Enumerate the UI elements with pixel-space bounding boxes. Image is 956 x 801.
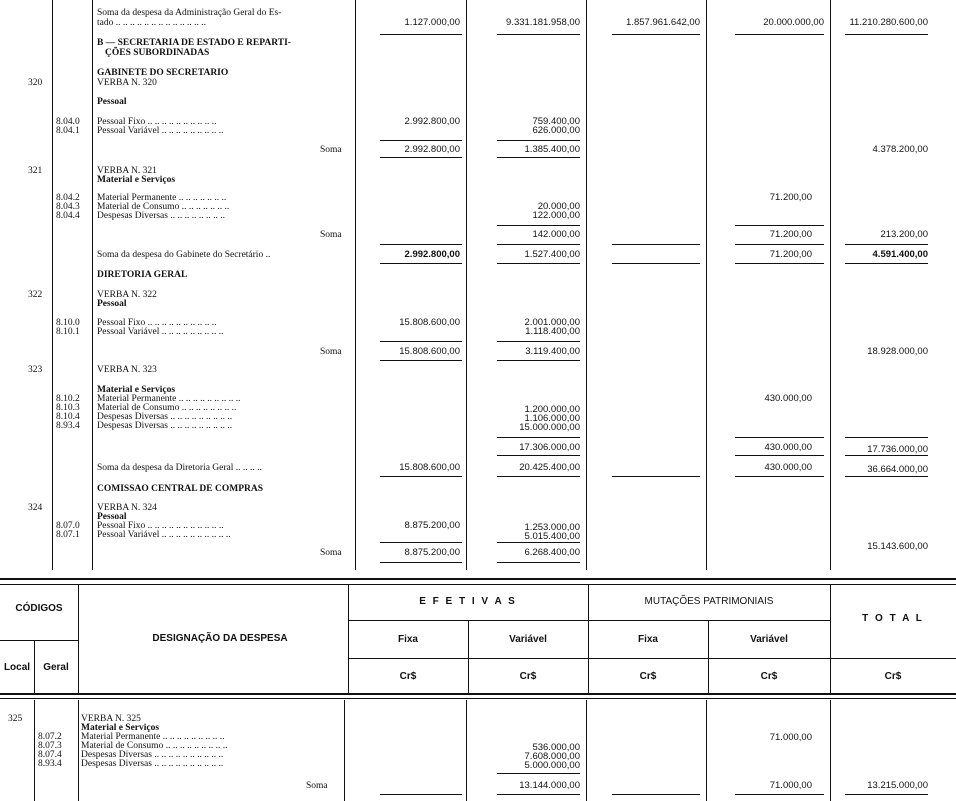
header-top-rule-2 xyxy=(0,584,956,585)
desc-item: Material Permanente .. .. .. .. .. .. .. .. .. xyxy=(81,732,225,742)
rule xyxy=(380,562,462,563)
val-total: 36.664.000,00 xyxy=(867,464,928,475)
verba-label: VERBA N. 321 xyxy=(97,166,157,176)
desc-item: Despesas Diversas .. .. .. .. .. .. .. .. .. xyxy=(97,412,233,422)
val-fixa: 1.127.000,00 xyxy=(404,17,460,28)
verba-label: VERBA N. 323 xyxy=(97,365,157,375)
section-heading: COMISSAO CENTRAL DE COMPRAS xyxy=(97,484,264,494)
code-geral: 8.10.1 xyxy=(56,327,80,337)
desc-item: Despesas Diversas .. .. .. .. .. .. .. .. xyxy=(97,211,225,221)
val-total: 18.928.000,00 xyxy=(867,346,928,357)
hdr-col-rule xyxy=(468,620,469,693)
soma-label: Soma xyxy=(320,145,342,155)
rule xyxy=(380,360,462,361)
hdr-col-rule xyxy=(708,620,709,693)
hdr-rule xyxy=(0,640,78,641)
verba-label: VERBA N. 324 xyxy=(97,503,157,513)
col-rule-mvar xyxy=(830,0,831,570)
desc-item: Pessoal Variável .. .. .. .. .. .. .. .. .. xyxy=(97,327,224,337)
desc-item: Pessoal Fixo .. .. .. .. .. .. .. .. .. .. .. xyxy=(97,521,224,531)
val-variavel: 1.106.000,00 xyxy=(524,413,580,424)
val-variavel: 5.015.400,00 xyxy=(524,531,580,542)
val-mut-var: 71.000,00 xyxy=(769,732,812,743)
header-fixa-mut: Fixa xyxy=(637,634,658,645)
val-fixa: 8.875.200,00 xyxy=(404,547,460,558)
code-geral: 8.04.3 xyxy=(56,202,80,212)
val-fixa: 2.992.800,00 xyxy=(404,116,460,127)
val-variavel: 1.527.400,00 xyxy=(524,249,580,260)
rule xyxy=(612,263,700,264)
val-mut-var: 20.000.000,00 xyxy=(763,17,824,28)
rule xyxy=(497,34,580,35)
val-total: 11.210.280.600,00 xyxy=(849,17,928,28)
header-currency: Cr$ xyxy=(760,671,778,682)
val-mut-var: 71.200,00 xyxy=(769,192,812,203)
desc-soma-admin: Soma da despesa da Administração Geral do Es- xyxy=(97,8,282,18)
code-geral: 8.07.2 xyxy=(38,732,62,742)
desc-item: Despesas Diversas .. .. .. .. .. .. .. .. .. .. xyxy=(81,750,224,760)
rule xyxy=(845,263,928,264)
rule xyxy=(612,244,700,245)
val-variavel: 17.306.000,00 xyxy=(519,442,580,453)
rule xyxy=(845,437,928,438)
header-currency: Cr$ xyxy=(639,671,657,682)
header-bottom-rule-2 xyxy=(0,698,956,699)
rule xyxy=(497,341,580,342)
code-geral: 8.04.1 xyxy=(56,126,80,136)
rule xyxy=(497,455,580,456)
header-total: T O T A L xyxy=(862,613,924,624)
rule xyxy=(497,437,580,438)
col-rule-geral xyxy=(78,700,79,801)
rule xyxy=(845,455,928,456)
val-variavel: 759.400,00 xyxy=(532,116,580,127)
rule xyxy=(845,34,928,35)
val-variavel: 626.000,00 xyxy=(532,125,580,136)
code-geral: 8.07.4 xyxy=(38,750,62,760)
verba-label: VERBA N. 322 xyxy=(97,290,157,300)
val-fixa: 15.808.600,00 xyxy=(399,346,460,357)
code-geral: 8.93.4 xyxy=(56,421,80,431)
desc-item: Pessoal Fixo .. .. .. .. .. .. .. .. .. .. xyxy=(97,318,217,328)
col-rule-desig xyxy=(355,0,356,570)
code-geral: 8.10.3 xyxy=(56,403,80,413)
code-geral: 8.04.2 xyxy=(56,193,80,203)
val-variavel: 1.385.400,00 xyxy=(524,144,580,155)
header-currency: Cr$ xyxy=(399,671,417,682)
soma-label: Soma xyxy=(306,781,328,791)
code-local: 321 xyxy=(28,166,43,176)
group-label: Material e Serviços xyxy=(97,175,176,185)
val-variavel: 536.000,00 xyxy=(532,742,580,753)
code-local: 325 xyxy=(8,714,23,724)
val-variavel: 13.144.000,00 xyxy=(519,780,580,791)
section-heading: B — SECRETARIA DE ESTADO E REPARTI- xyxy=(97,38,291,48)
col-rule-fixa xyxy=(466,700,467,801)
code-geral: 8.07.0 xyxy=(56,521,80,531)
header-codigos: CÓDIGOS xyxy=(15,603,63,614)
desc-item: Pessoal Variável .. .. .. .. .. .. .. .. .. xyxy=(97,126,224,136)
rule xyxy=(380,157,462,158)
rule xyxy=(380,476,462,477)
col-rule-var xyxy=(586,0,587,570)
rule xyxy=(735,794,824,795)
group-label: Pessoal xyxy=(97,512,127,522)
col-rule-var xyxy=(586,700,587,801)
val-variavel: 20.000,00 xyxy=(537,201,580,212)
header-designacao: DESIGNAÇÃO DA DESPESA xyxy=(152,633,288,644)
verba-label: VERBA N. 320 xyxy=(97,78,157,88)
verba-label: VERBA N. 325 xyxy=(81,714,141,724)
desc-item: Despesas Diversas .. .. .. .. .. .. .. .. .. .. xyxy=(81,759,224,769)
hdr-rule xyxy=(348,620,830,621)
val-fixa: 8.875.200,00 xyxy=(404,520,460,531)
soma-label: Soma xyxy=(320,347,342,357)
section-heading: GABINETE DO SECRETARIO xyxy=(97,68,229,78)
code-local: 324 xyxy=(28,503,43,513)
rule xyxy=(380,263,462,264)
val-mut-var: 430.000,00 xyxy=(764,442,812,453)
rule xyxy=(845,794,928,795)
rule xyxy=(497,225,580,226)
desc-subtotal: Soma da despesa da Diretoria Geral .. .. .. .. xyxy=(97,463,262,473)
val-variavel: 122.000,00 xyxy=(532,210,580,221)
rule xyxy=(845,244,928,245)
col-rule-local xyxy=(34,700,35,801)
desc-item: Pessoal Fixo .. .. .. .. .. .. .. .. .. .. xyxy=(97,117,217,127)
val-mut-var: 430.000,00 xyxy=(764,393,812,404)
rule xyxy=(735,225,824,226)
code-geral: 8.04.0 xyxy=(56,117,80,127)
code-geral: 8.10.2 xyxy=(56,394,80,404)
val-variavel: 5.000.000,00 xyxy=(524,760,580,771)
rule xyxy=(735,263,824,264)
header-efetivas: E F E T I V A S xyxy=(419,596,517,607)
rule xyxy=(735,476,824,477)
val-variavel: 3.119.400,00 xyxy=(525,346,580,357)
soma-label: Soma xyxy=(320,230,342,240)
rule xyxy=(497,140,580,141)
val-mut-var: 71.000,00 xyxy=(769,780,812,791)
val-variavel: 1.200.000,00 xyxy=(524,404,580,415)
col-rule-mfixa xyxy=(706,700,707,801)
rule xyxy=(735,34,824,35)
val-mut-var: 430.000,00 xyxy=(764,462,812,473)
desc-subtotal: Soma da despesa do Gabinete do Secretário .. xyxy=(97,250,271,260)
rule xyxy=(845,476,928,477)
rule xyxy=(612,476,700,477)
val-variavel: 15.000.000,00 xyxy=(519,422,580,433)
val-variavel: 7.608.000,00 xyxy=(524,751,580,762)
desc-item: Material Permanente .. .. .. .. .. .. .. xyxy=(97,193,227,203)
header-currency: Cr$ xyxy=(884,671,902,682)
header-variavel-mut: Variável xyxy=(750,634,788,645)
group-label: Pessoal xyxy=(97,97,127,107)
rule xyxy=(612,34,700,35)
rule xyxy=(497,794,580,795)
group-label: Material e Serviços xyxy=(81,723,160,733)
col-rule-fixa xyxy=(466,0,467,570)
col-rule-mvar xyxy=(830,700,831,801)
val-fixa: 15.808.600,00 xyxy=(399,317,460,328)
desc-soma-admin-2: tado .. .. .. .. .. .. .. .. .. .. .. .. .. xyxy=(97,18,206,28)
header-local: Local xyxy=(3,662,31,673)
code-geral: 8.93.4 xyxy=(38,759,62,769)
desc-item: Despesas Diversas .. .. .. .. .. .. .. .. .. xyxy=(97,421,233,431)
rule xyxy=(380,341,462,342)
rule xyxy=(735,455,824,456)
val-total: 15.143.600,00 xyxy=(867,541,928,552)
desc-item: Material de Consumo .. .. .. .. .. .. .. .. xyxy=(97,403,237,413)
hdr-col-rule xyxy=(78,585,79,693)
val-variavel: 2.001.000,00 xyxy=(524,317,580,328)
rule xyxy=(612,794,700,795)
group-label: Pessoal xyxy=(97,299,127,309)
section-heading-2: ÇÕES SUBORDINADAS xyxy=(105,48,210,58)
val-total: 13.215.000,00 xyxy=(867,780,928,791)
rule xyxy=(735,437,824,438)
col-rule-desig xyxy=(344,700,345,801)
header-currency: Cr$ xyxy=(519,671,537,682)
code-local: 322 xyxy=(28,290,43,300)
val-mut-var: 71.200,00 xyxy=(769,249,812,260)
group-label: Material e Serviços xyxy=(97,385,176,395)
col-rule-geral xyxy=(92,0,93,570)
rule xyxy=(497,244,580,245)
header-fixa: Fixa xyxy=(397,634,418,645)
section-heading: DIRETORIA GERAL xyxy=(97,270,188,280)
code-geral: 8.04.4 xyxy=(56,211,80,221)
val-total: 17.736.000,00 xyxy=(867,444,928,455)
header-top-rule xyxy=(0,578,956,580)
code-local: 320 xyxy=(28,78,43,88)
val-mut-var: 71.200,00 xyxy=(769,229,812,240)
rule xyxy=(380,244,462,245)
col-rule-local xyxy=(52,0,53,570)
code-geral: 8.07.1 xyxy=(56,530,80,540)
rule xyxy=(497,157,580,158)
rule xyxy=(497,773,580,774)
rule xyxy=(497,360,580,361)
code-geral: 8.07.3 xyxy=(38,741,62,751)
rule xyxy=(497,542,580,543)
header-bottom-rule xyxy=(0,693,956,695)
header-geral: Geral xyxy=(43,662,69,673)
rule xyxy=(497,263,580,264)
val-fixa: 2.992.800,00 xyxy=(404,144,460,155)
val-fixa: 2.992.800,00 xyxy=(404,249,460,260)
val-variavel: 20.425.400,00 xyxy=(519,462,580,473)
desc-item: Pessoal Variável .. .. .. .. .. .. .. .. .. .. xyxy=(97,530,231,540)
val-total: 4.378.200,00 xyxy=(872,144,928,155)
val-variavel: 1.253.000,00 xyxy=(524,522,580,533)
val-variavel: 9.331.181.958,00 xyxy=(506,17,580,28)
rule xyxy=(497,562,580,563)
rule xyxy=(380,794,462,795)
val-total: 213.200,00 xyxy=(880,229,928,240)
val-total: 4.591.400,00 xyxy=(872,249,928,260)
col-rule-mfixa xyxy=(706,0,707,570)
desc-item: Material de Consumo .. .. .. .. .. .. .. xyxy=(97,202,230,212)
desc-item: Material Permanente .. .. .. .. .. .. .. .. .. xyxy=(97,394,241,404)
rule xyxy=(380,140,462,141)
val-fixa: 15.808.600,00 xyxy=(399,462,460,473)
code-geral: 8.10.0 xyxy=(56,318,80,328)
header-mutacoes: MUTAÇÕES PATRIMONIAIS xyxy=(644,596,774,607)
code-geral: 8.10.4 xyxy=(56,412,80,422)
rule xyxy=(380,542,462,543)
soma-label: Soma xyxy=(320,548,342,558)
rule xyxy=(380,34,462,35)
val-variavel: 142.000,00 xyxy=(532,229,580,240)
hdr-rule xyxy=(348,658,956,659)
val-variavel: 6.268.400,00 xyxy=(524,547,580,558)
code-local: 323 xyxy=(28,365,43,375)
rule xyxy=(497,476,580,477)
header-variavel: Variável xyxy=(509,634,547,645)
val-variavel: 1.118.400,00 xyxy=(525,326,580,337)
val-mut-fixa: 1.857.961.642,00 xyxy=(626,17,700,28)
rule xyxy=(735,244,824,245)
desc-item: Material de Consumo .. .. .. .. .. .. .. .. .. xyxy=(81,741,228,751)
